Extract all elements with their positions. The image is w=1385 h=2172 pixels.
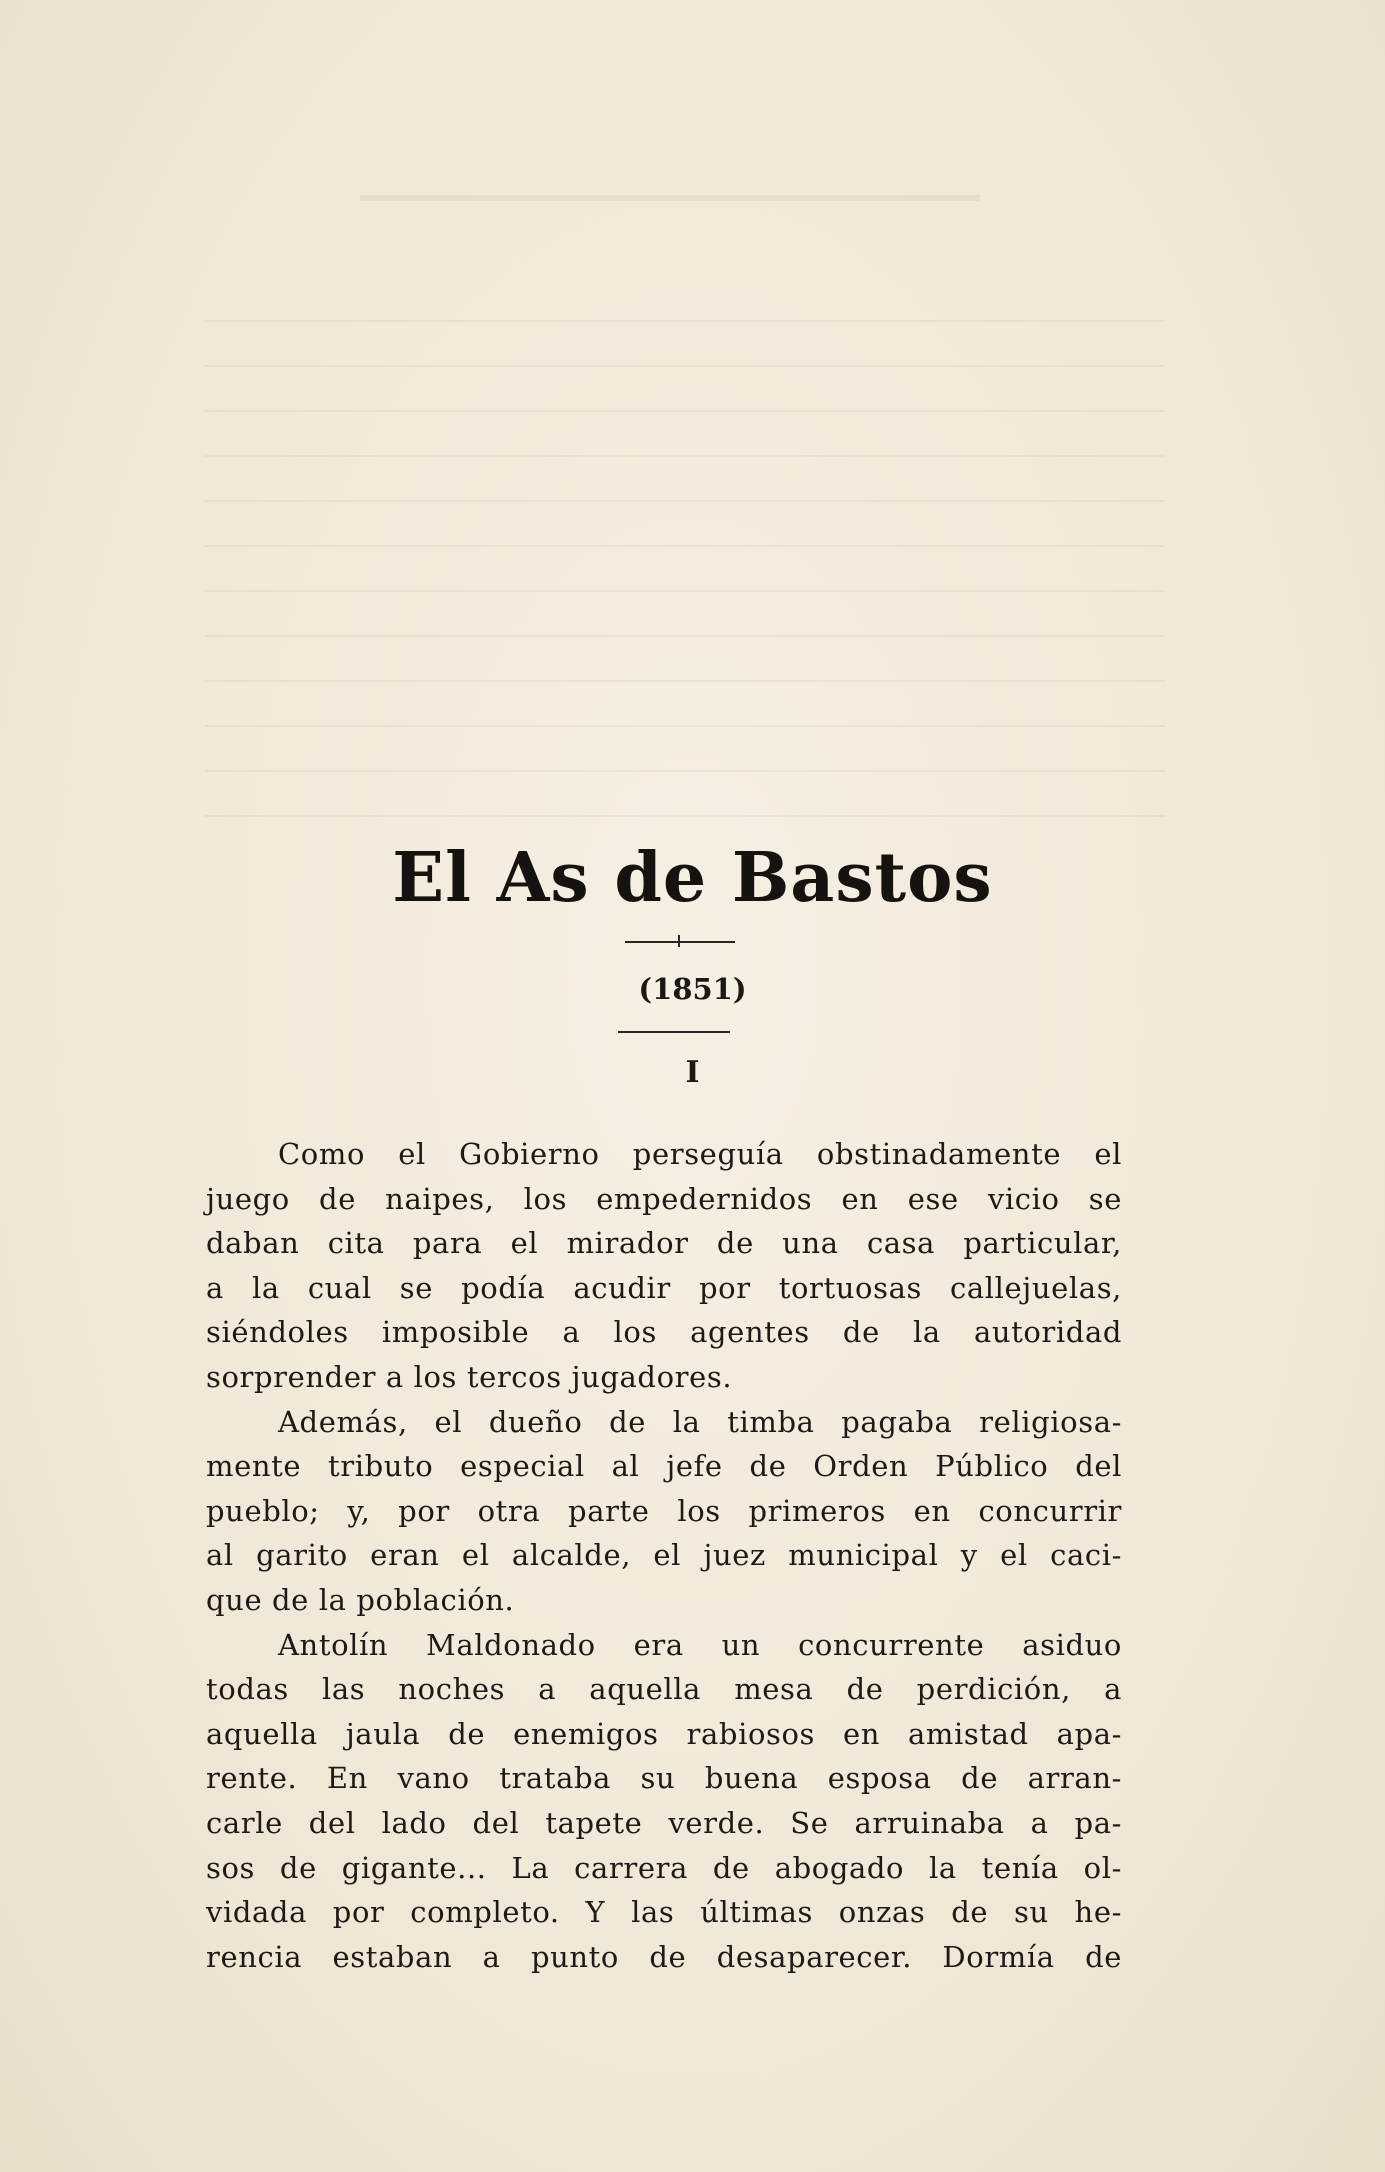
bleed-through-line xyxy=(205,320,1165,322)
text-line: sos de gigante... La carrera de abogado la tenía ol- xyxy=(206,1850,1122,1885)
bleed-through-line xyxy=(205,590,1165,592)
bleed-through-line xyxy=(205,680,1165,682)
text-line: pueblo; y, por otra parte los primeros en concurrir xyxy=(206,1493,1122,1528)
text-line: carle del lado del tapete verde. Se arruinaba a pa- xyxy=(206,1805,1122,1840)
text-line: siéndoles imposible a los agentes de la autoridad xyxy=(206,1315,1122,1350)
text-line: Como el Gobierno perseguía obstinadamente el xyxy=(278,1137,1122,1171)
year-divider xyxy=(618,1031,730,1033)
text-line: rente. En vano trataba su buena esposa de arran- xyxy=(206,1761,1122,1796)
body-text xyxy=(206,1132,1122,1979)
bleed-through-line xyxy=(205,365,1165,367)
bleed-through-line xyxy=(205,545,1165,547)
text-line: mente tributo especial al jefe de Orden Público del xyxy=(206,1449,1122,1484)
bleed-through-line xyxy=(205,410,1165,412)
text-line: que de la población. xyxy=(206,1582,515,1617)
text-line: juego de naipes, los empedernidos en ese vicio se xyxy=(206,1181,1122,1216)
text-line: todas las noches a aquella mesa de perdición, a xyxy=(206,1672,1122,1707)
text-line: al garito eran el alcalde, el juez municipal y el caci- xyxy=(206,1538,1122,1573)
text-line: a la cual se podía acudir por tortuosas callejuelas, xyxy=(206,1270,1122,1305)
bleed-through-line xyxy=(205,770,1165,772)
text-line: daban cita para el mirador de una casa particular, xyxy=(206,1226,1122,1261)
text-line: sorprender a los tercos jugadores. xyxy=(206,1359,733,1394)
bleed-through-line xyxy=(205,500,1165,502)
title-divider xyxy=(625,941,735,943)
text-line: aquella jaula de enemigos rabiosos en amistad apa- xyxy=(206,1716,1122,1751)
text-line: rencia estaban a punto de desaparecer. Dormía de xyxy=(206,1939,1122,1974)
bleed-through-line xyxy=(205,815,1165,817)
text-line: Antolín Maldonado era un concurrente asiduo xyxy=(278,1627,1122,1662)
title-divider-ornament xyxy=(678,935,680,947)
story-year: (1851) xyxy=(638,972,747,1006)
chapter-number: I xyxy=(685,1055,700,1090)
text-line: Además, el dueño de la timba pagaba religiosa- xyxy=(278,1404,1122,1439)
story-title: El As de Bastos xyxy=(392,838,993,918)
bleed-through-line xyxy=(205,635,1165,637)
bleed-through-line xyxy=(205,725,1165,727)
bleed-through-line xyxy=(205,455,1165,457)
text-line: vidada por completo. Y las últimas onzas de su he- xyxy=(206,1895,1122,1930)
bleed-through-header xyxy=(360,195,980,201)
